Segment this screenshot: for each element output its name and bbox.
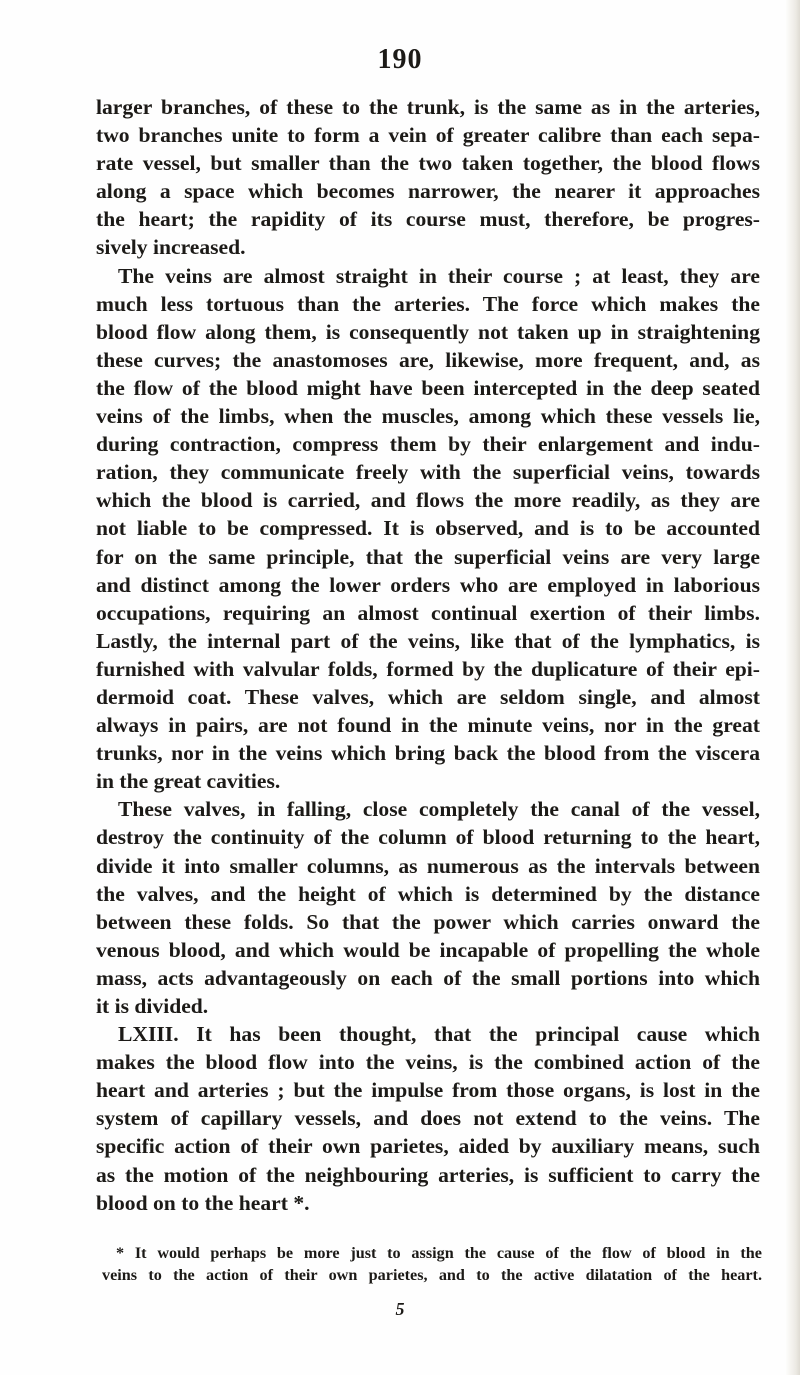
text-line: destroy the continuity of the column of blood returning to the heart,	[96, 825, 760, 850]
text-line: dermoid coat. These valves, which are seldom single, and almost	[96, 684, 760, 709]
text-line: occupations, requiring an almost continual exertion of their limbs.	[96, 600, 760, 625]
text-line: it is divided.	[96, 994, 209, 1018]
text-line: along a space which becomes narrower, the nearer it approaches	[96, 179, 760, 204]
text-line: trunks, nor in the veins which bring back the blood from the viscera	[96, 741, 760, 766]
body-text	[96, 93, 760, 1217]
text-line: the valves, and the height of which is determined by the distance	[96, 881, 760, 906]
text-line: always in pairs, are not found in the minute veins, nor in the great	[96, 713, 760, 738]
text-line: during contraction, compress them by their enlargement and indu-	[96, 432, 760, 457]
paragraph-start: The veins are almost straight in their course ; at least, they are	[118, 263, 760, 288]
text-line: heart and arteries ; but the impulse from those organs, is lost in the	[96, 1078, 760, 1103]
footnote-line: veins to the action of their own parietes, and to the active dilatation of the heart.	[102, 1266, 762, 1284]
text-line: as the motion of the neighbouring arteries, is sufficient to carry the	[96, 1162, 760, 1187]
text-line: rate vessel, but smaller than the two taken together, the blood flows	[96, 151, 760, 176]
footnote	[102, 1242, 762, 1286]
signature-mark: 5	[395, 1299, 405, 1319]
text-line: not liable to be compressed. It is observed, and is to be accounted	[96, 516, 760, 541]
text-line: furnished with valvular folds, formed by the duplicature of their epi-	[96, 656, 760, 681]
text-line: ration, they communicate freely with the superficial veins, towards	[96, 460, 760, 485]
text-line: blood flow along them, is consequently not taken up in straightening	[96, 319, 760, 344]
text-line: and distinct among the lower orders who are employed in laborious	[96, 572, 760, 597]
text-line: specific action of their own parietes, aided by auxiliary means, such	[96, 1134, 760, 1159]
text-line: the heart; the rapidity of its course must, therefore, be progres-	[96, 207, 760, 232]
text-line: sively increased.	[96, 235, 246, 260]
section-heading-line: LXIII. It has been thought, that the principal cause which	[118, 1022, 760, 1047]
text-line: makes the blood flow into the veins, is the combined action of the	[96, 1050, 760, 1075]
text-line: veins of the limbs, when the muscles, among which these vessels lie,	[96, 404, 760, 429]
text-line: mass, acts advantageously on each of the small portions into which	[96, 965, 760, 990]
text-line: these curves; the anastomoses are, likewise, more frequent, and, as	[96, 347, 760, 372]
text-line: blood on to the heart *.	[96, 1190, 310, 1215]
text-line: the flow of the blood might have been intercepted in the deep seated	[96, 375, 760, 400]
text-line: for on the same principle, that the superficial veins are very large	[96, 544, 760, 569]
text-line: venous blood, and which would be incapable of propelling the whole	[96, 937, 760, 962]
text-line: which the blood is carried, and flows the more readily, as they are	[96, 488, 760, 513]
text-line: much less tortuous than the arteries. The force which makes the	[96, 291, 760, 316]
text-line: system of capillary vessels, and does not extend to the veins. The	[96, 1106, 760, 1131]
footnote-line: * It would perhaps be more just to assign the cause of the flow of blood in the	[116, 1244, 762, 1262]
paragraph-start: These valves, in falling, close completely the canal of the vessel,	[118, 797, 760, 822]
page-number: 190	[377, 44, 423, 75]
text-line: divide it into smaller columns, as numerous as the intervals between	[96, 853, 760, 878]
text-line: between these folds. So that the power which carries onward the	[96, 909, 760, 934]
text-line: two branches unite to form a vein of greater calibre than each sepa-	[96, 123, 760, 148]
text-line: in the great cavities.	[96, 769, 281, 794]
page-edge-shadow	[786, 0, 800, 1375]
text-line: larger branches, of these to the trunk, is the same as in the arteries,	[96, 95, 760, 119]
text-line: Lastly, the internal part of the veins, like that of the lymphatics, is	[96, 628, 760, 653]
